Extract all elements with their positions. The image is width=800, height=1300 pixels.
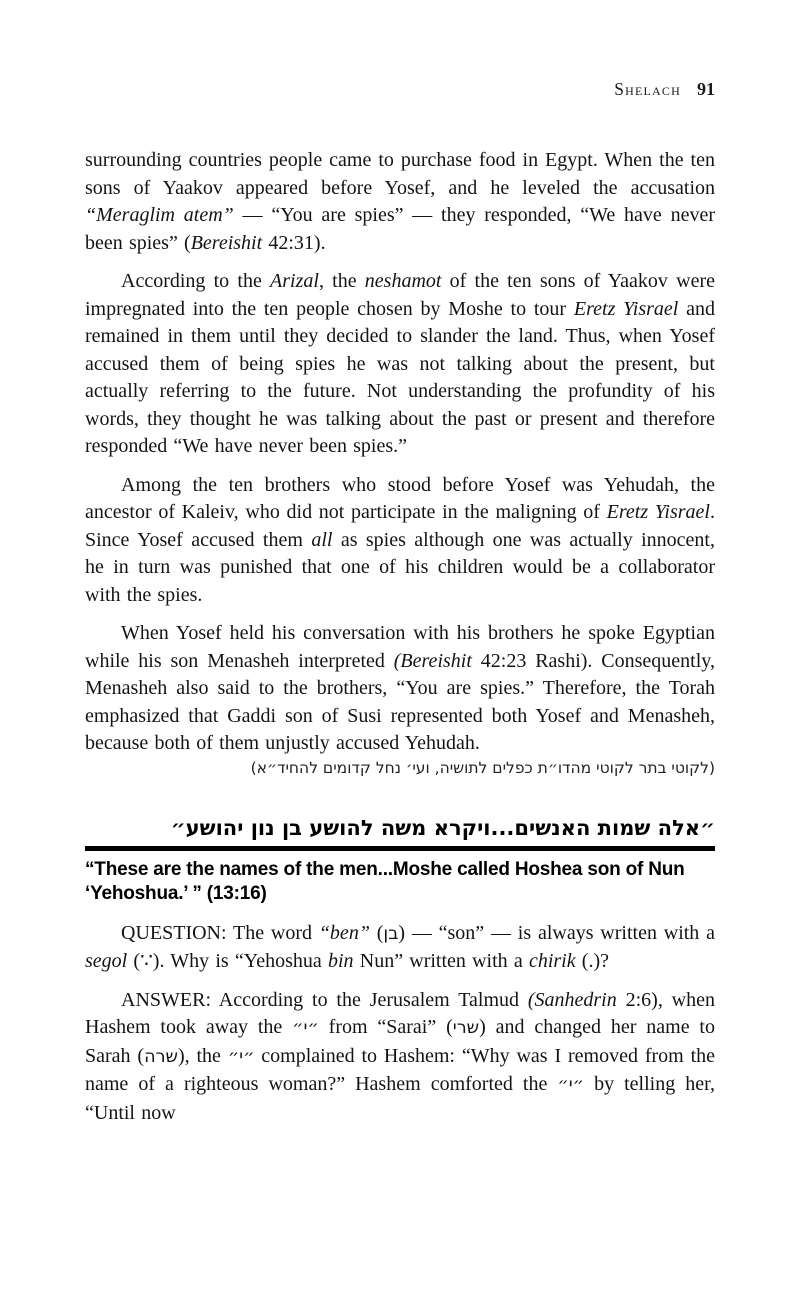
section-title-hebrew: ״אלה שמות האנשים...ויקרא משה להושע בן נון יהושע״ xyxy=(170,815,715,840)
paragraph-arizal: According to the Arizal, the neshamot of the ten sons of Yaakov were impregnated into the ten people chosen by Moshe to tour Eretz Yisrael and remained in them until they decided to slander the land. Thus, when Yosef accused them of being spies he was not talking about the present, but actually referring to the future. Not understanding the profundity of his words, they thought he was talking about the past or present and therefore responded “We have never been spies.” xyxy=(85,270,716,457)
section-title-english: “These are the names of the men...Moshe called Hoshea son of Nun ‘Yehoshua.’ ” (13:16) xyxy=(85,858,685,904)
section-header xyxy=(85,815,715,907)
page-number: 91 xyxy=(697,79,715,99)
body-text xyxy=(85,147,715,758)
answer-paragraph: ANSWER: According to the Jerusalem Talmud (Sanhedrin 2:6), when Hashem took away the ״י״ from “Sarai” (שרי) and changed her name to Sarah (שרה), the ״י״ complained to Hashem: “Why was I removed from the name of a righteous woman?” Hashem comforted the ״י״ by telling her, “Until now xyxy=(85,988,715,1124)
source-citation: (לקוטי בתר לקוטי מהדו״ת כפלים לתושיה, ועי׳ נחל קדומים להחיד״א) xyxy=(250,758,715,777)
section-divider-rule xyxy=(85,846,715,851)
question-answer-text xyxy=(85,920,715,1128)
running-header xyxy=(85,78,715,100)
paragraph-meraglim-intro: surrounding countries people came to purchase food in Egypt. When the ten sons of Yaakov appeared before Yosef, and he leveled the accusation “Meraglim atem” — “You are spies” — they responded, “We have never been spies” (Bereishit 42:31). xyxy=(85,149,715,254)
paragraph-menasheh: When Yosef held his conversation with his brothers he spoke Egyptian while his son Menasheh interpreted (Bereishit 42:23 Rashi). Consequently, Menasheh also said to the brothers, “You are spies.” Therefore, the Torah emphasized that Gaddi son of Susi represented both Yosef and Menasheh, because both of them unjustly accused Yehudah. xyxy=(85,622,715,754)
question-paragraph: QUESTION: The word “ben” (בן) — “son” — is always written with a segol (∵). Why is “Yehoshua bin Nun” written with a chirik (.)? xyxy=(85,921,715,972)
parsha-title: Shelach xyxy=(614,79,681,99)
paragraph-yehudah: Among the ten brothers who stood before Yosef was Yehudah, the ancestor of Kaleiv, who did not participate in the maligning of Eretz Yisrael. Since Yosef accused them all as spies although one was actually innocent, he in turn was punished that one of his children would be a collaborator with the spies. xyxy=(85,473,715,606)
